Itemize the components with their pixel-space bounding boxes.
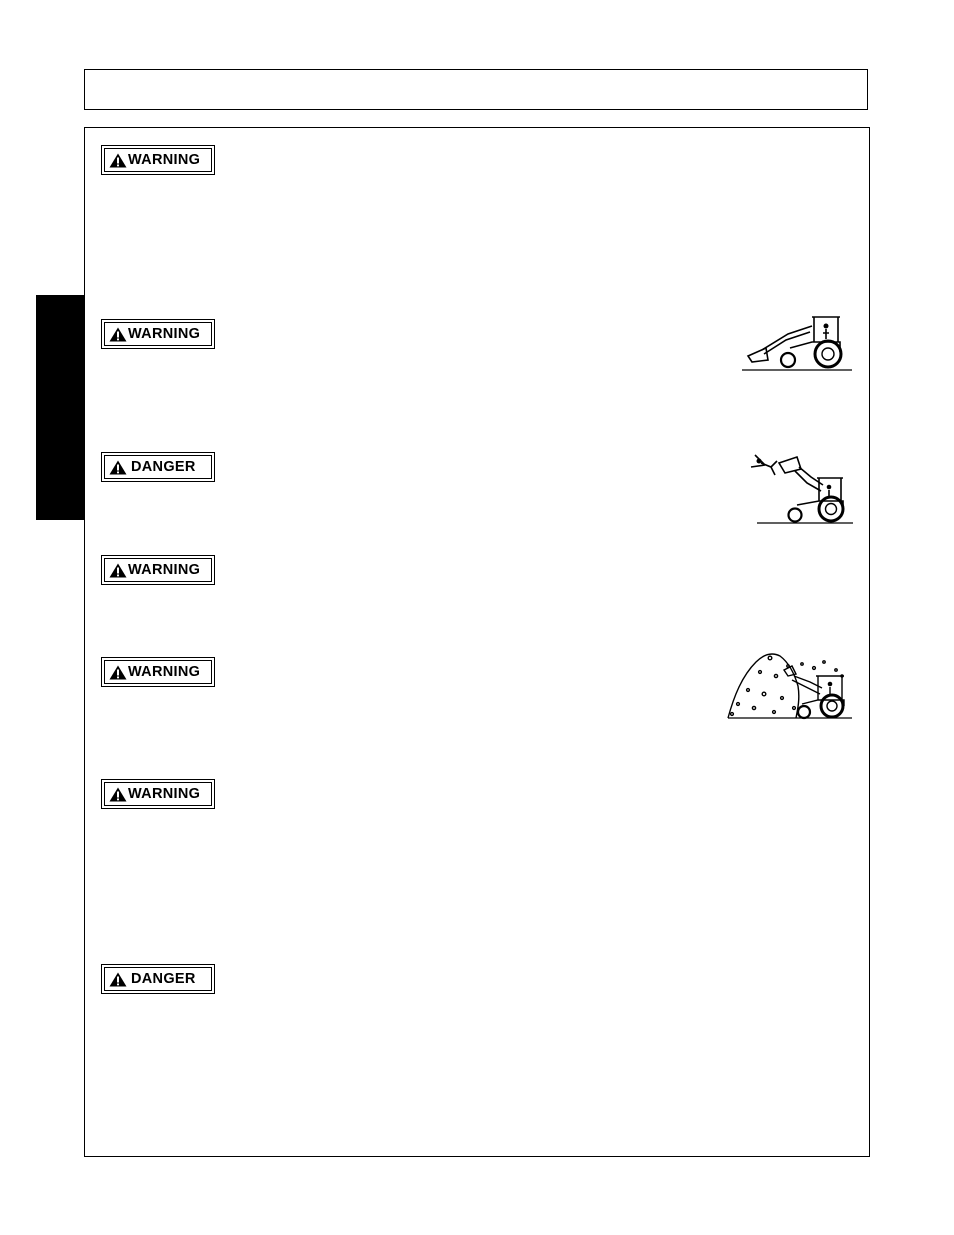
alert-triangle-icon — [109, 153, 127, 168]
warning-label-1 — [101, 145, 215, 175]
signal-word: DANGER — [131, 971, 196, 987]
section-side-tab — [36, 295, 84, 520]
person-falling-from-bucket-icon — [745, 445, 855, 527]
signal-word: WARNING — [128, 152, 201, 168]
header-box — [84, 69, 868, 110]
danger-label-2 — [101, 964, 215, 994]
tractor-material-pile-icon — [724, 646, 854, 722]
alert-triangle-icon — [109, 665, 127, 680]
alert-triangle-icon — [109, 460, 127, 475]
alert-triangle-icon — [109, 972, 127, 987]
tractor-loader-raised-icon — [740, 312, 854, 374]
alert-triangle-icon — [109, 327, 127, 342]
content-frame — [84, 127, 870, 1157]
alert-triangle-icon — [109, 787, 127, 802]
signal-word: WARNING — [128, 562, 201, 578]
signal-word: DANGER — [131, 459, 196, 475]
warning-label-4 — [101, 657, 215, 687]
signal-word: WARNING — [128, 326, 201, 342]
signal-word: WARNING — [128, 664, 201, 680]
danger-label-1 — [101, 452, 215, 482]
warning-label-5 — [101, 779, 215, 809]
warning-label-3 — [101, 555, 215, 585]
alert-triangle-icon — [109, 563, 127, 578]
warning-label-2 — [101, 319, 215, 349]
signal-word: WARNING — [128, 786, 201, 802]
